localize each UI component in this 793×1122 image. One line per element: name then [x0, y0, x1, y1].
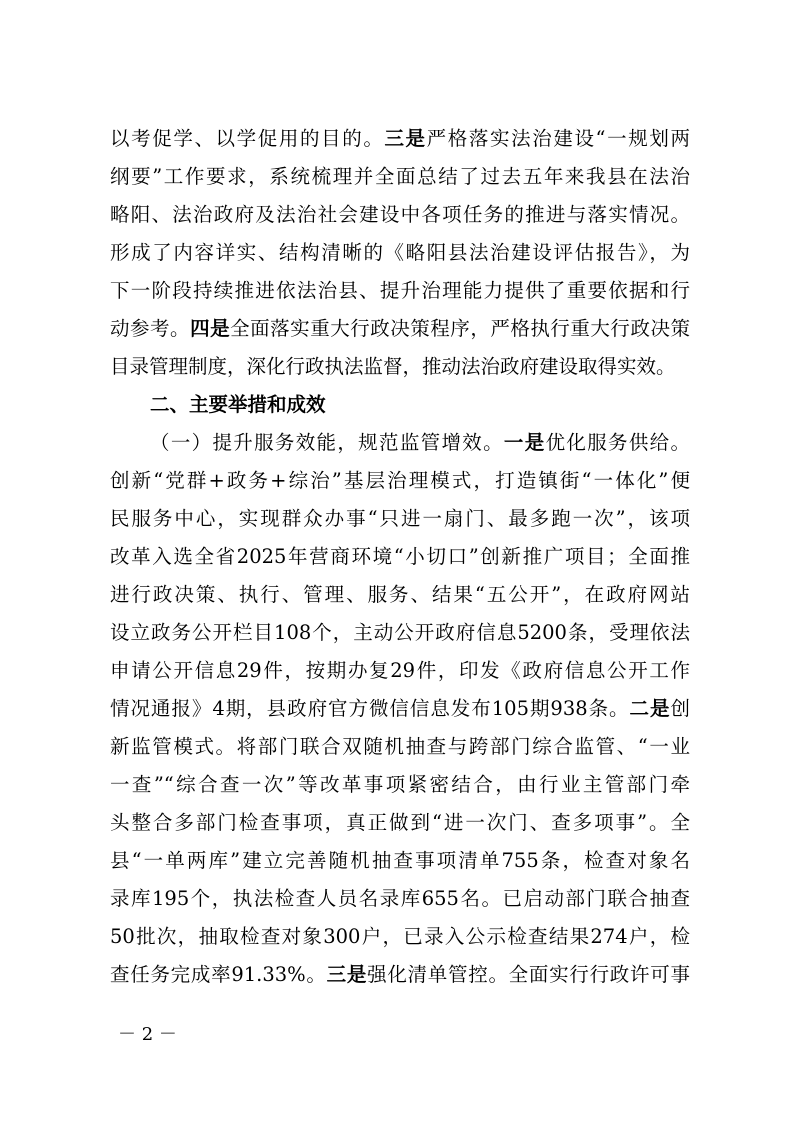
text-line: 新监管模式。将部门联合双随机抽查与跨部门综合监管、“一业 [110, 735, 690, 758]
text-line: 一查”“综合查一次”等改革事项紧密结合，由行业主管部门牵 [110, 773, 690, 796]
text-line: 目录管理制度，深化行政执法监督，推动法治政府建设取得实效。 [110, 355, 676, 378]
text-line: 形成了内容详实、结构清晰的《略阳县法治建设评估报告》，为 [110, 241, 690, 264]
text-line: 录库195个，执法检查人员名录库655名。已启动部门联合抽查 [110, 887, 690, 910]
text-line: 查任务完成率91.33%。三是强化清单管控。全面实行行政许可事 [110, 963, 690, 986]
text-line: 50批次，抽取检查对象300户，已录入公示检查结果274户，检 [110, 925, 690, 948]
subsection-line: （一）提升服务效能，规范监管增效。一是优化服务供给。 [150, 431, 690, 454]
text-line: 下一阶段持续推进依法治县、提升治理能力提供了重要依据和行 [110, 279, 690, 302]
text-line: 情况通报》4期，县政府官方微信信息发布105期938条。二是创 [110, 697, 690, 720]
text-line: 改革入选全省2025年营商环境“小切口”创新推广项目；全面推 [110, 545, 690, 568]
text-line: 创新“党群+政务+综治”基层治理模式，打造镇街“一体化”便 [110, 469, 690, 492]
text-line: 以考促学、以学促用的目的。三是严格落实法治建设“一规划两 [110, 127, 690, 150]
text-line: 略阳、法治政府及法治社会建设中各项任务的推进与落实情况。 [110, 203, 690, 226]
text-line: 头整合多部门检查事项，真正做到“进一次门、查多项事”。全 [110, 811, 690, 834]
text-line: 县“一单两库”建立完善随机抽查事项清单755条，检查对象名 [110, 849, 690, 872]
page-number: － 2 － [118, 1024, 177, 1045]
text-line: 进行政决策、执行、管理、服务、结果“五公开”，在政府网站 [110, 583, 690, 606]
text-line: 设立政务公开栏目108个，主动公开政府信息5200条，受理依法 [110, 621, 690, 644]
text-line: 申请公开信息29件，按期办复29件，印发《政府信息公开工作 [110, 659, 690, 682]
section-heading: 二、主要举措和成效 [150, 393, 326, 416]
text-line: 动参考。四是全面落实重大行政决策程序，严格执行重大行政决策 [110, 317, 690, 340]
text-line: 纲要”工作要求，系统梳理并全面总结了过去五年来我县在法治 [110, 165, 690, 188]
text-line: 民服务中心，实现群众办事“只进一扇门、最多跑一次”，该项 [110, 507, 690, 530]
